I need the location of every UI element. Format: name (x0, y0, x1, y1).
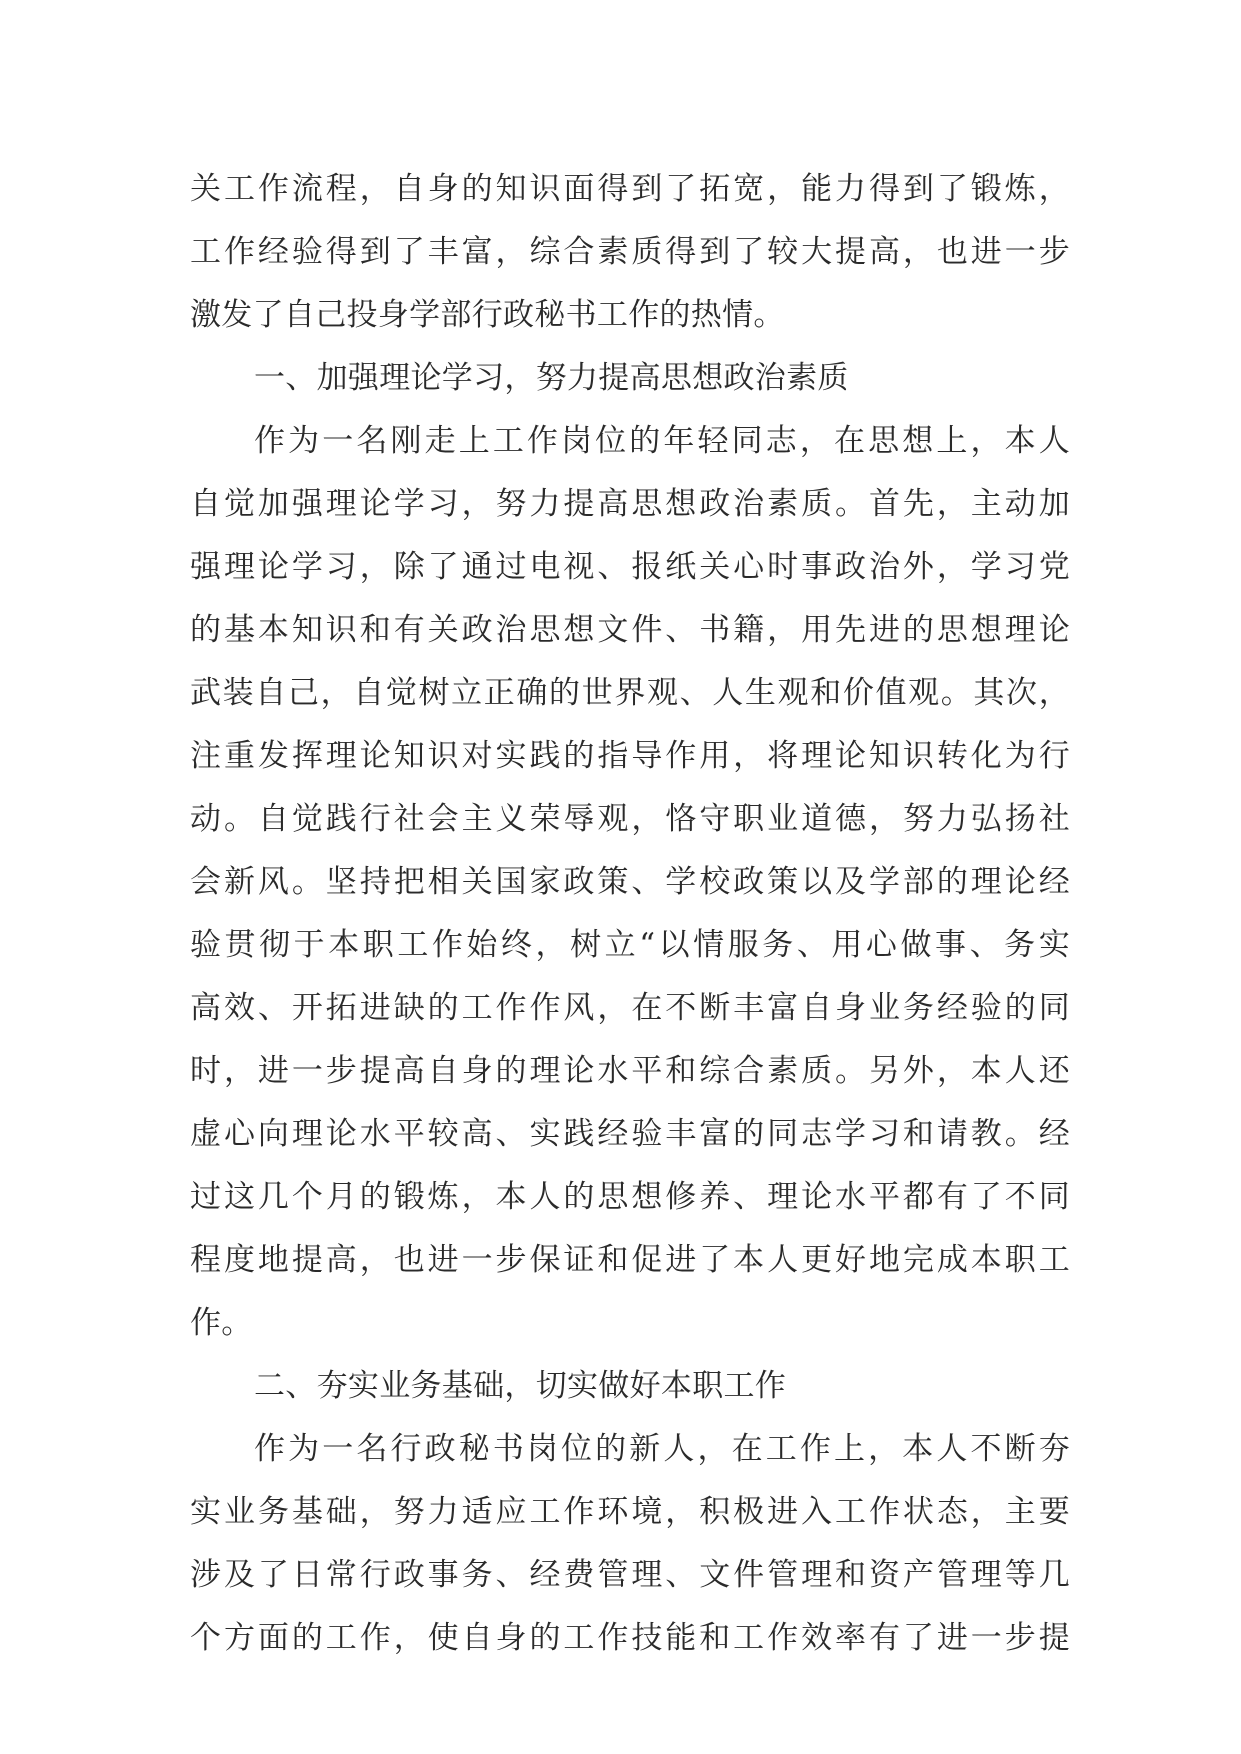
document-body (190, 158, 1070, 1670)
text-line: 武装自己，自觉树立正确的世界观、人生观和价值观。其次， (190, 675, 1070, 711)
text-line: 强理论学习，除了通过电视、报纸关心时事政治外，学习党 (190, 549, 1070, 585)
text-line: 的基本知识和有关政治思想文件、书籍，用先进的思想理论 (190, 612, 1070, 648)
text-line: 时，进一步提高自身的理论水平和综合素质。另外，本人还 (190, 1053, 1070, 1089)
text-line: 动。自觉践行社会主义荣辱观，恪守职业道德，努力弘扬社 (190, 801, 1070, 837)
text-line: 验贯彻于本职工作始终，树立“以情服务、用心做事、务实 (190, 927, 1070, 963)
text-line: 关工作流程，自身的知识面得到了拓宽，能力得到了锻炼， (190, 171, 1070, 207)
text-line: 自觉加强理论学习，努力提高思想政治素质。首先，主动加 (190, 486, 1070, 522)
text-line: 程度地提高，也进一步保证和促进了本人更好地完成本职工 (190, 1242, 1070, 1278)
text-line: 作。 (190, 1305, 253, 1341)
text-line: 注重发挥理论知识对实践的指导作用，将理论知识转化为行 (190, 738, 1070, 774)
section-heading-1: 一、加强理论学习，努力提高思想政治素质 (254, 360, 849, 396)
text-line: 过这几个月的锻炼，本人的思想修养、理论水平都有了不同 (190, 1179, 1070, 1215)
text-line: 虚心向理论水平较高、实践经验丰富的同志学习和请教。经 (190, 1116, 1070, 1152)
text-line: 作为一名刚走上工作岗位的年轻同志，在思想上，本人 (254, 423, 1070, 459)
text-line: 高效、开拓进缺的工作作风，在不断丰富自身业务经验的同 (190, 990, 1070, 1026)
text-line: 涉及了日常行政事务、经费管理、文件管理和资产管理等几 (190, 1557, 1070, 1593)
section-heading-2: 二、夯实业务基础，切实做好本职工作 (254, 1368, 787, 1404)
text-line: 激发了自己投身学部行政秘书工作的热情。 (190, 297, 785, 333)
text-line: 工作经验得到了丰富，综合素质得到了较大提高，也进一步 (190, 234, 1070, 270)
text-line: 会新风。坚持把相关国家政策、学校政策以及学部的理论经 (190, 864, 1070, 900)
text-line: 实业务基础，努力适应工作环境，积极进入工作状态，主要 (190, 1494, 1070, 1530)
text-line: 作为一名行政秘书岗位的新人，在工作上，本人不断夯 (254, 1431, 1070, 1467)
text-line: 个方面的工作，使自身的工作技能和工作效率有了进一步提 (190, 1620, 1070, 1656)
